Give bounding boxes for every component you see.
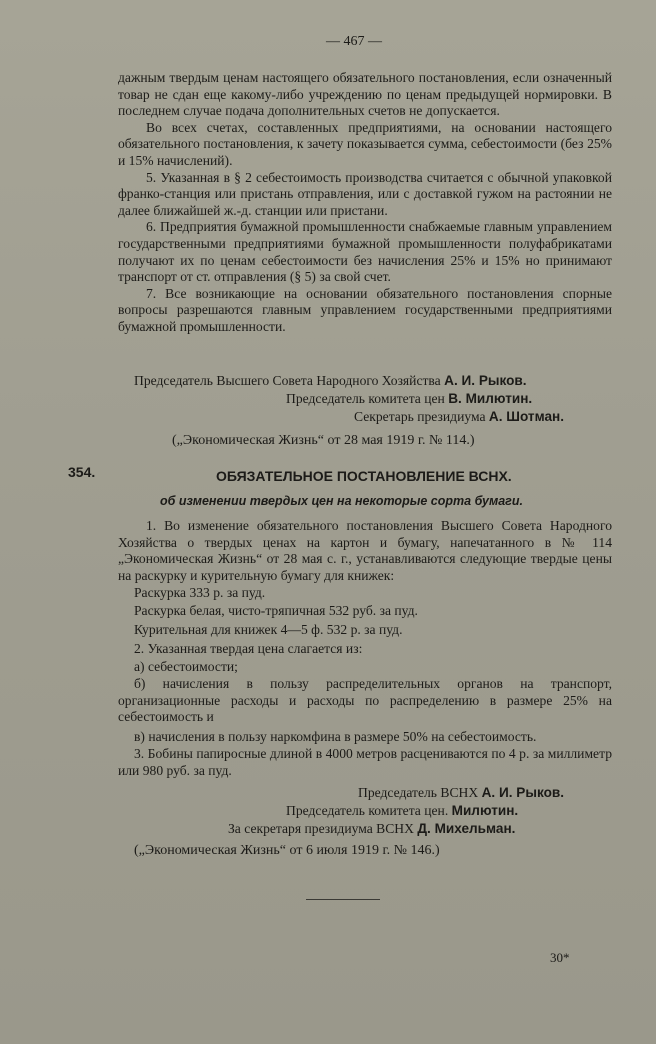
signature-line-5 — [286, 802, 518, 819]
document-number: 354. — [68, 464, 96, 480]
paragraph-354-3: 3. Бобины папиросные длиной в 4000 метров расцениваются по 4 р. за миллиметр или 980 руб. за пуд. — [118, 746, 612, 778]
signature-name: А. И. Рыков. — [444, 373, 527, 388]
paragraph-354-2: 2. Указанная твердая цена слагается из: — [134, 641, 363, 656]
document-subtitle: об изменении твердых цен на некоторые сорта бумаги. — [160, 494, 523, 508]
paragraph-354-1: 1. Во изменение обязательного постановления Высшего Совета Народного Хозяйства о твердых ценах на картон и бумагу, напечатанного в № 114 „Экономическая Жизнь“ от 28 мая с. г., устанавливаются следующие твердые цены на раскурку и курительную бумагу для книжек: — [118, 518, 612, 583]
signature-line-6 — [228, 820, 515, 837]
price-raskurka: Раскурка 333 р. за пуд. — [134, 585, 266, 600]
signature-role: Председатель комитета цен — [286, 391, 445, 406]
section-divider — [306, 899, 380, 900]
paragraph-continuation: дажным твердым ценам настоящего обязательного постановления, если означенный товар не сдан еще какому-либо учреждению по ценам предыдущей нормировки. В последнем случае подача дополнительных счетов не допускается. — [118, 70, 612, 119]
page-number: — 467 — — [326, 34, 382, 49]
paragraph-invoices: Во всех счетах, составленных предприятиями, на основании настоящего обязательного постановления, к зачету показывается сумма, себестоимости (без 25% и 15% начислений). — [118, 119, 612, 168]
price-cigarette-paper: Курительная для книжек 4—5 ф. 532 р. за пуд. — [134, 622, 403, 637]
item-b: б) начисления в пользу распределительных органов на транспорт, организационные расходы и расходы по распределению в размере 25% на себестоимость и — [118, 676, 612, 725]
signature-line-2 — [286, 390, 532, 407]
signature-line-1 — [134, 372, 527, 389]
signature-name: А. Шотман. — [488, 409, 564, 424]
signature-name: Милютин. — [451, 803, 519, 818]
document-title: ОБЯЗАТЕЛЬНОЕ ПОСТАНОВЛЕНИЕ ВСНХ. — [216, 468, 512, 484]
source-citation: („Экономическая Жизнь“ от 28 мая 1919 г. № 114.) — [172, 433, 475, 448]
signature-name: А. И. Рыков. — [481, 785, 565, 800]
price-raskurka-white: Раскурка белая, чисто-тряпичная 532 руб. за пуд. — [134, 603, 418, 618]
signature-mark: 30* — [550, 950, 570, 965]
signature-line-4 — [358, 784, 564, 801]
signature-role: Председатель Высшего Совета Народного Хозяйства — [134, 373, 441, 388]
paragraph-5: 5. Указанная в § 2 себестоимость производства считается с обычной упаковкой франко-станция или пристань отправления, или с доставкой гужом на растоянии не далее ближайшей ж.-д. станции или пристани. — [118, 169, 612, 218]
source-citation: („Экономическая Жизнь“ от 6 июля 1919 г. № 146.) — [134, 843, 440, 858]
signature-role: Председатель ВСНХ — [358, 785, 479, 800]
item-a: а) себестоимости; — [134, 659, 238, 674]
paragraph-6: 6. Предприятия бумажной промышленности снабжаемые главным управлением государственными предприятиями бумажной промышленности полуфабрикатами получают их по ценам себестоимости без начисления 25% и 15% но принимают транспорт от ст. отправления (§ 5) за свой счет. — [118, 219, 612, 285]
signature-role: За секретаря президиума ВСНХ — [228, 821, 414, 836]
signature-name: В. Милютин. — [448, 391, 533, 406]
signature-role: Председатель комитета цен. — [286, 803, 449, 818]
signature-line-3 — [354, 408, 564, 425]
text-block-continuation — [118, 70, 612, 336]
paragraph-7: 7. Все возникающие на основании обязательного постановления спорные вопросы разрешаются главным управлением государственными предприятиями бумажной промышленности. — [118, 285, 612, 334]
signature-name: Д. Михельман. — [417, 821, 516, 836]
signature-role: Секретарь президиума — [354, 409, 486, 424]
item-v: в) начисления в пользу наркомфина в размере 50% на себестоимость. — [134, 729, 537, 744]
